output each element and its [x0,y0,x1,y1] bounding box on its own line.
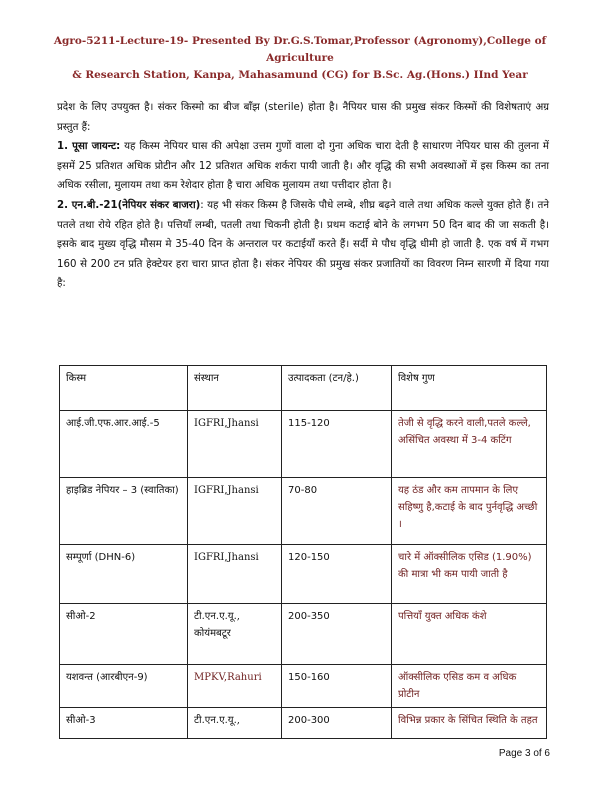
cell-variety: सीओ-2 [60,604,188,665]
cell-yield: 150-160 [282,665,392,708]
cell-feature: चारे में ऑक्सीलिक एसिड (1.90%) की मात्रा भी कम पायी जाती है [392,545,547,604]
table-row [60,478,547,545]
item-1-title: 1. पूसा जायन्ट: [57,141,121,153]
header-yield: उत्पादकता (टन/हे.) [282,366,392,411]
item-1-text: यह किस्म नेपियर घास की अपेक्षा उत्तम गुणों वाला दो गुना अधिक चारा देती है साधारण नेपियर घास की तुलना में इसमें 25 प्रतिशत अधिक प्रोटीन और 12 प्रतिशत अधिक शर्करा पायी जाती है। और वृद्धि की सभी अवस्थाओं में इस किस्म का तना अधिक रसीला, मुलायम तथा कम रेशेदार होता है चारा अधिक मुलायम तथा पत्तीदार होता है। [57,141,549,192]
cell-feature: ऑक्सीलिक एसिड कम व अधिक प्रोटीन [392,665,547,708]
cell-feature: यह ठंड और कम तापमान के लिए सहिष्णु है,कटाई के बाद पुर्नवृद्धि अच्छी । [392,478,547,545]
lecture-header [30,33,570,84]
table-row [60,708,547,739]
header-line-1: Agro-5211-Lecture-19- Presented By Dr.G.S.Tomar,Professor (Agronomy),College of Agriculture [53,35,547,64]
cell-yield: 200-300 [282,708,392,739]
table-row [60,411,547,478]
intro-paragraph: प्रदेश के लिए उपयुक्त है। संकर किस्मो का बीज बाँझ (sterile) होता है। नैपियर घास की प्रमुख संकर किस्मों की विशेषताएं अग्र प्रस्तुत हैं: [57,102,549,133]
item-2-text: : यह भी संकर किस्म है जिसके पौधे लम्बे, शीघ्र बढ़ने वाले तथा अधिक कल्ले युक्त होते हैं। तने पतले तथा रोये रहित होते है। पत्तियाँ लम्बी, पतली तथा चिकनी होती है। प्रथम कटाई बोने के लगभग 50 दिन बाद की जा सकती है। इसके बाद मुख्य वृद्धि मौसम मे 35-40 दिन के अन्तराल पर कटाईयाँ करते हैं। सर्दी मे पौध वृद्धि धीमी हो जाती है. एक वर्ष में गभग 160 से 200 टन प्रति हेक्टेयर हरा चारा प्राप्त होता है। संकर नेपियर की प्रमुख संकर प्रजातियों का विवरण निम्न सारणी में दिया गया है: [57,199,549,290]
cell-yield: 120-150 [282,545,392,604]
cell-yield: 70-80 [282,478,392,545]
cell-institute: MPKV,Rahuri [188,665,282,708]
cell-institute: IGFRI,Jhansi [188,478,282,545]
table-row [60,604,547,665]
cell-feature: पत्तियाँ युक्त अधिक कंशे [392,604,547,665]
cell-variety: सीओ-3 [60,708,188,739]
page-number: Page 3 of 6 [498,748,550,759]
table-row [60,545,547,604]
header-variety: किस्म [60,366,188,411]
header-line-2: & Research Station, Kanpa, Mahasamund (CG) for B.Sc. Ag.(Hons.) IInd Year [72,69,528,81]
cell-institute: IGFRI,Jhansi [188,411,282,478]
cell-feature: विभिन्न प्रकार के सिंचित स्थिति के तहत [392,708,547,739]
item-2-paragraph [57,196,549,294]
table-row [60,665,547,708]
cell-institute: टी.एन.ए.यू., [188,708,282,739]
item-1-paragraph [57,137,549,196]
cell-variety: हाइब्रिड नेपियर – 3 (स्वातिका) [60,478,188,545]
item-2-title: 2. एन.बी.-21(नेपियर संकर बाजरा) [57,199,201,211]
cell-variety: यशवन्त (आरबीएन-9) [60,665,188,708]
table-header-row [60,366,547,411]
cell-institute: IGFRI,Jhansi [188,545,282,604]
cell-yield: 200-350 [282,604,392,665]
cell-institute: टी.एन.ए.यू., कोयंमबटूर [188,604,282,665]
cell-variety: सम्पूर्णा (DHN-6) [60,545,188,604]
cell-yield: 115-120 [282,411,392,478]
body-text [57,98,549,294]
cell-feature: तेजी से वृद्धि करने वाली,पतले कल्ले, असिंचित अवस्था में 3-4 कटिंग [392,411,547,478]
header-feature: विशेष गुण [392,366,547,411]
varieties-table [59,365,547,739]
header-institute: संस्थान [188,366,282,411]
cell-variety: आई.जी.एफ.आर.आई.-5 [60,411,188,478]
